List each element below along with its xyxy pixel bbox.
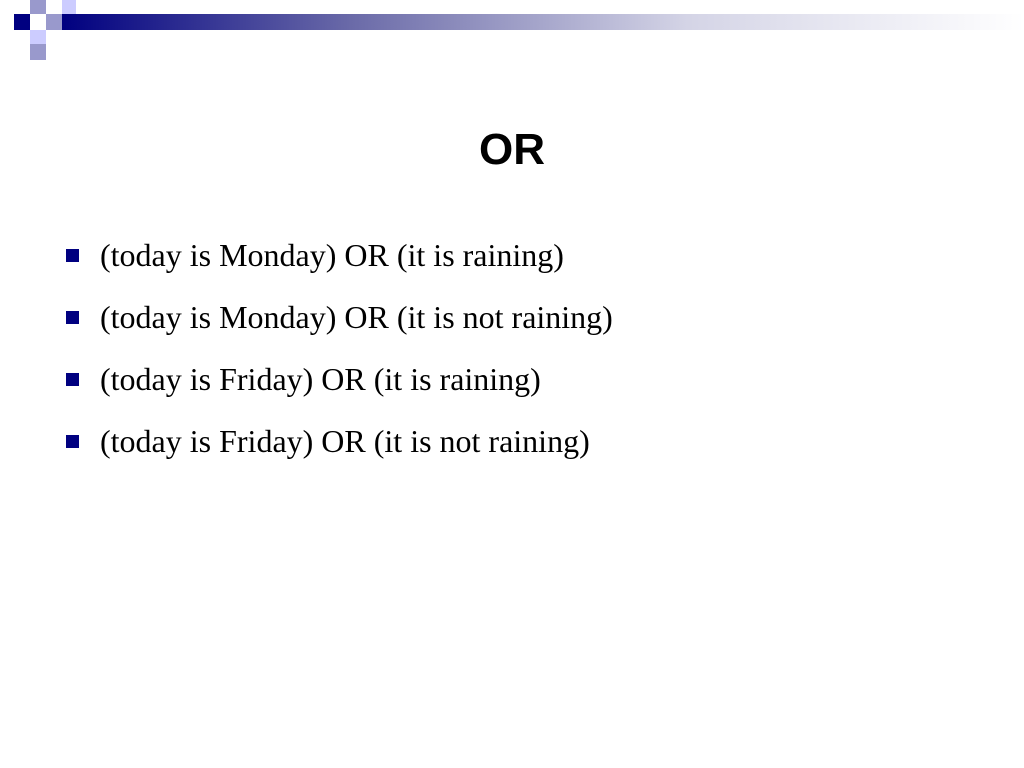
list-item: [64, 410, 613, 472]
list-item: [64, 286, 613, 348]
bullet-text: (today is Monday) OR (it is not raining): [100, 299, 613, 335]
bullet-text: (today is Friday) OR (it is raining): [100, 361, 541, 397]
square-bullet-icon: [66, 435, 79, 448]
decorative-header-band: [0, 0, 1024, 70]
square-bullet-icon: [66, 249, 79, 262]
square-bullet-icon: [66, 373, 79, 386]
square-bullet-icon: [66, 311, 79, 324]
bullet-text: (today is Monday) OR (it is raining): [100, 237, 564, 273]
bullet-list: [64, 224, 613, 472]
checker-pattern-icon: [0, 0, 1024, 70]
bullet-text: (today is Friday) OR (it is not raining): [100, 423, 590, 459]
list-item: [64, 224, 613, 286]
slide-title: OR: [479, 125, 545, 174]
list-item: [64, 348, 613, 410]
